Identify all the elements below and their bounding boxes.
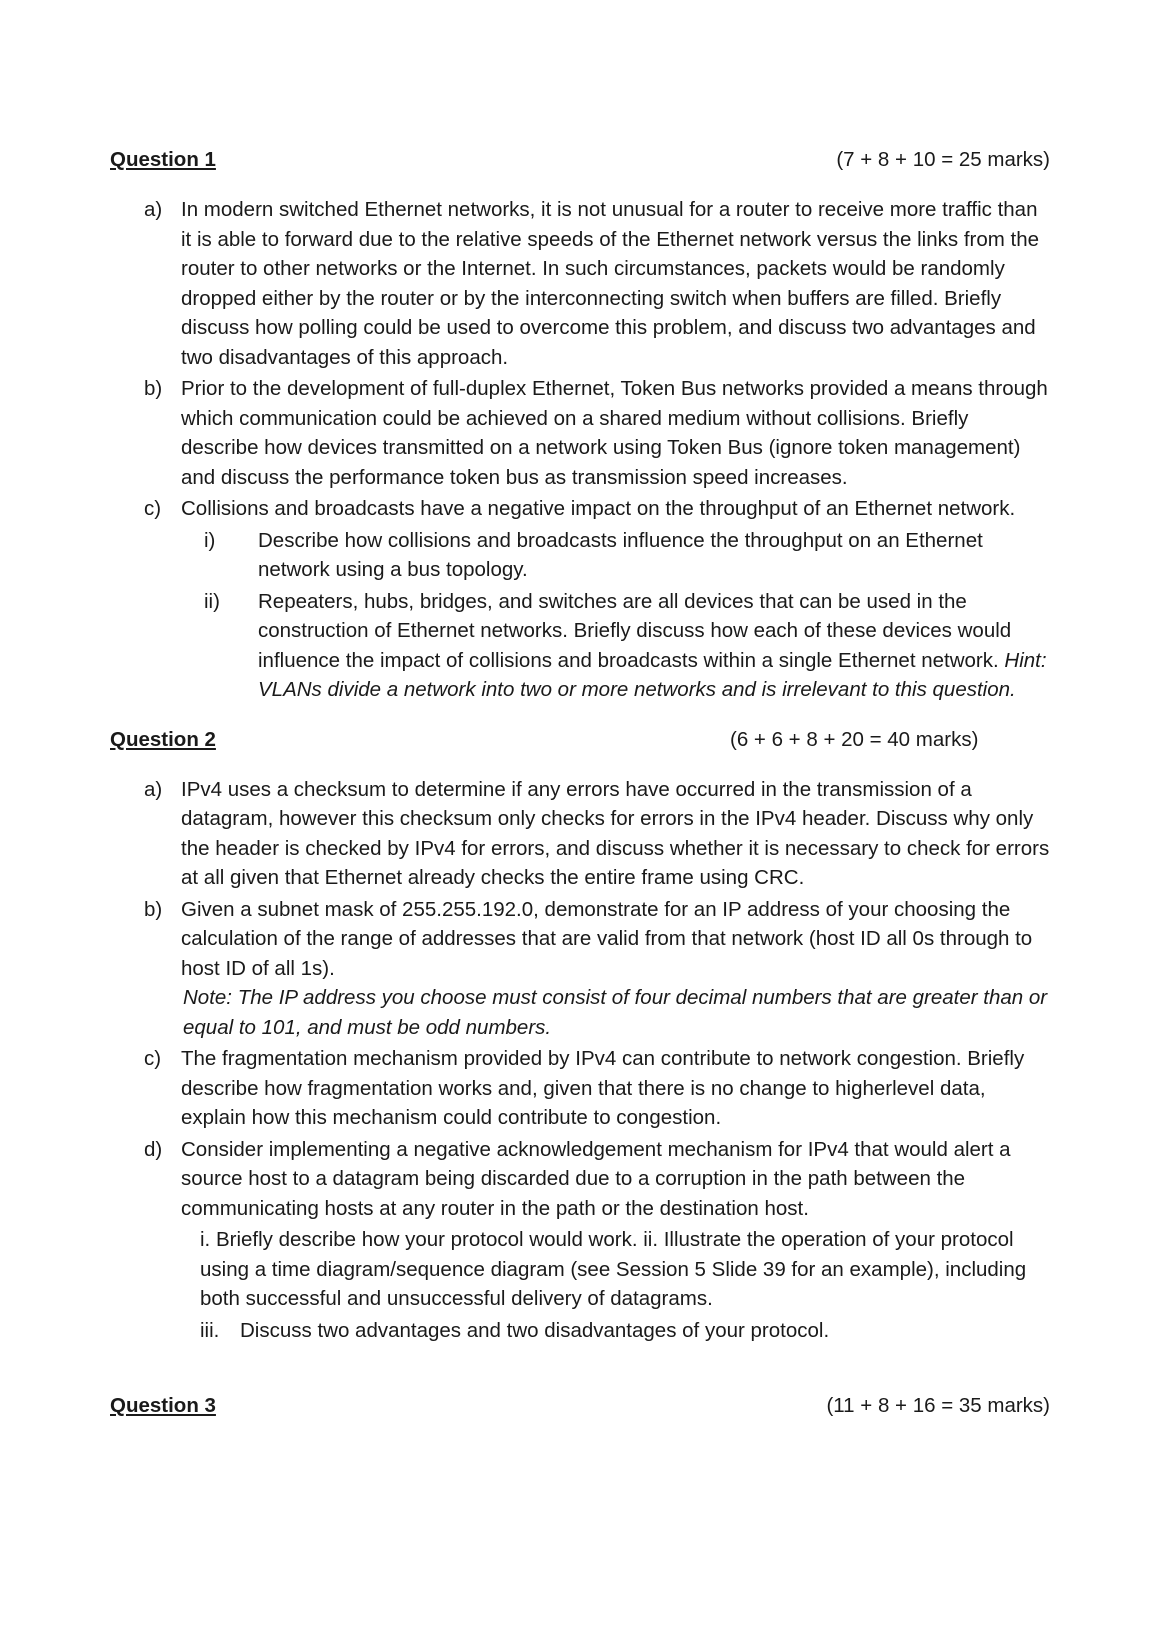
item-label: a) xyxy=(144,777,163,801)
question-1-item-b xyxy=(110,374,1050,492)
item-text: Collisions and broadcasts have a negative impact on the throughput of an Ethernet network. xyxy=(181,497,1016,520)
item-label: b) xyxy=(144,897,163,921)
question-2-item-d-i-ii xyxy=(110,1225,1050,1314)
item-label: b) xyxy=(144,377,163,400)
item-label: c) xyxy=(144,1047,162,1070)
item-label: d) xyxy=(144,1137,163,1161)
question-2-item-b xyxy=(110,895,1050,1043)
sub-item-label: i) xyxy=(204,528,216,552)
question-3-marks: (11 + 8 + 16 = 35 marks) xyxy=(826,1394,1050,1417)
item-text: Given a subnet mask of 255.255.192.0, demonstrate for an IP address of your choosing the calculation of the range of addresses that are valid from that network (host ID all 0s through to host ID of all 1s). xyxy=(181,897,1033,980)
sub-item-text: Describe how collisions and broadcasts influence the throughput on an Ethernet network using a bus topology. xyxy=(258,528,983,581)
question-1-item-c xyxy=(110,494,1050,524)
item-label: a) xyxy=(144,198,163,221)
item-text: IPv4 uses a checksum to determine if any errors have occurred in the transmission of a datagram, however this checksum only checks for errors in the IPv4 header. Discuss why only the header is checked by IPv4 for errors, and discuss whether it is necessary to check for errors at all given that Ethernet already checks the entire frame using CRC. xyxy=(181,777,1050,889)
question-1-marks: (7 + 8 + 10 = 25 marks) xyxy=(836,148,1050,171)
question-2-header xyxy=(110,725,1050,755)
question-2-items xyxy=(110,775,1050,1346)
item-text: The fragmentation mechanism provided by IPv4 can contribute to network congestion. Briefly describe how fragmentation works and, given that there is no change to higherlevel data, explain how this mechanism could contribute to congestion. xyxy=(181,1047,1025,1129)
question-2-item-a xyxy=(110,775,1050,893)
question-2-item-d xyxy=(110,1135,1050,1224)
question-2-marks: (6 + 6 + 8 + 20 = 40 marks) xyxy=(730,727,979,751)
question-3-title: Question 3 xyxy=(110,1394,216,1417)
question-3-header xyxy=(110,1391,1050,1421)
sub-item-text: Repeaters, hubs, bridges, and switches are all devices that can be used in the construction of Ethernet networks. Briefly discuss how each of these devices would influence the impact of collisions and broadcasts within a single Ethernet network. xyxy=(258,589,1012,672)
sub-item-label: ii) xyxy=(204,589,220,613)
sub-item-text: Discuss two advantages and two disadvantages of your protocol. xyxy=(240,1318,830,1342)
question-2-item-d-iii xyxy=(110,1316,1050,1346)
question-1-items xyxy=(110,195,1050,705)
exam-page xyxy=(110,145,1050,1421)
sub-item-label: iii. xyxy=(200,1318,220,1342)
item-text: Prior to the development of full-duplex Ethernet, Token Bus networks provided a means through which communication could be achieved on a shared medium without collisions. Briefly describe how devices transmitted on a network using Token Bus (ignore token management) and discuss the performance token bus as transmission speed increases. xyxy=(181,377,1048,489)
question-2-item-c xyxy=(110,1044,1050,1133)
question-1-item-c-i xyxy=(110,526,1050,585)
question-1-item-a xyxy=(110,195,1050,372)
question-1-title: Question 1 xyxy=(110,148,216,171)
item-text: In modern switched Ethernet networks, it is not unusual for a router to receive more traffic than it is able to forward due to the relative speeds of the Ethernet network versus the links from the router to other networks or the Internet. In such circumstances, packets would be randomly dropped either by the router or by the interconnecting switch when buffers are filled. Briefly discuss how polling could be used to overcome this problem, and discuss two advantages and two disadvantages of this approach. xyxy=(181,198,1040,369)
sub-item-text: i. Briefly describe how your protocol would work. ii. Illustrate the operation of your protocol using a time diagram/sequence diagram (see Session 5 Slide 39 for an example), including both successful and unsuccessful delivery of datagrams. xyxy=(200,1228,1027,1310)
question-2-title: Question 2 xyxy=(110,727,216,751)
item-note: Note: The IP address you choose must consist of four decimal numbers that are greater than or equal to 101, and must be odd numbers. xyxy=(183,986,1048,1039)
question-1-header xyxy=(110,145,1050,175)
item-text: Consider implementing a negative acknowledgement mechanism for IPv4 that would alert a source host to a datagram being discarded due to a corruption in the path between the communicating hosts at any router in the path or the destination host. xyxy=(181,1137,1011,1220)
item-label: c) xyxy=(144,497,162,520)
sub-item-hint: Hint: VLANs divide a network into two or more networks and is irrelevant to this question. xyxy=(258,648,1047,701)
question-1-item-c-ii xyxy=(110,587,1050,705)
